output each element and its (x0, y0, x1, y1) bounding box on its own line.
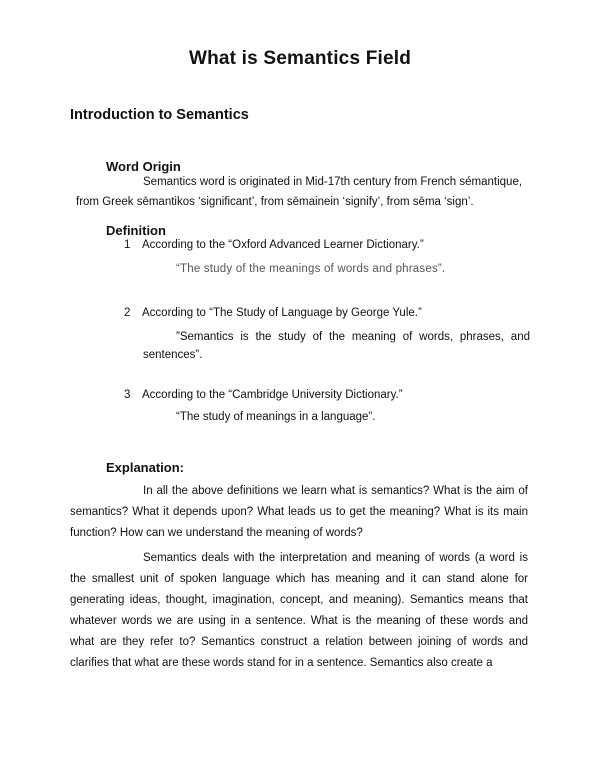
word-origin-line-1: Semantics word is originated in Mid-17th century from French sémantique, (143, 176, 523, 188)
definition-item-2 (124, 307, 422, 319)
explanation-paragraph-2: Semantics deals with the interpretation and meaning of words (a word is the smallest unit of spoken language which has meaning and it can stand alone for generating ideas, thought, imagination, concept, and meaning). Semantics means that whatever words we are using in a sentence. What is the meaning of these words and what are they refer to? Semantics construct a relation between joining of words and clarifies that what are these words stand for in a sentence. Semantics also create a (70, 552, 528, 669)
definition-item-1 (124, 239, 424, 251)
definition-heading: Definition (106, 223, 166, 238)
explanation-paragraph-1: In all the above definitions we learn what is semantics? What is the aim of semantics? What it depends upon? What leads us to get the meaning? What is its main function? How can we understand the meaning of words? (70, 485, 528, 539)
word-origin-heading: Word Origin (106, 159, 181, 174)
definition-quote-1: “The study of the meanings of words and phrases”. (176, 263, 446, 275)
definition-number: 2 (124, 307, 131, 319)
definition-source: According to the “Oxford Advanced Learner Dictionary.” (142, 239, 424, 251)
definition-source: According to “The Study of Language by George Yule.” (142, 307, 422, 319)
definition-item-3 (124, 389, 403, 401)
word-origin-line-2: from Greek sēmantikos ‘significant’, from sēmainein ‘signify’, from sēma ‘sign’. (76, 196, 474, 208)
explanation-heading: Explanation: (106, 460, 185, 475)
section-heading: Introduction to Semantics (70, 107, 249, 123)
definition-quote-2: ”Semantics is the study of the meaning of words, phrases, and sentences”. (143, 331, 530, 361)
definition-source: According to the “Cambridge University Dictionary.” (142, 389, 403, 401)
definition-number: 3 (124, 389, 131, 401)
definition-number: 1 (124, 239, 131, 251)
page-title: What is Semantics Field (188, 48, 412, 69)
definition-quote-3: “The study of meanings in a language”. (176, 411, 376, 423)
